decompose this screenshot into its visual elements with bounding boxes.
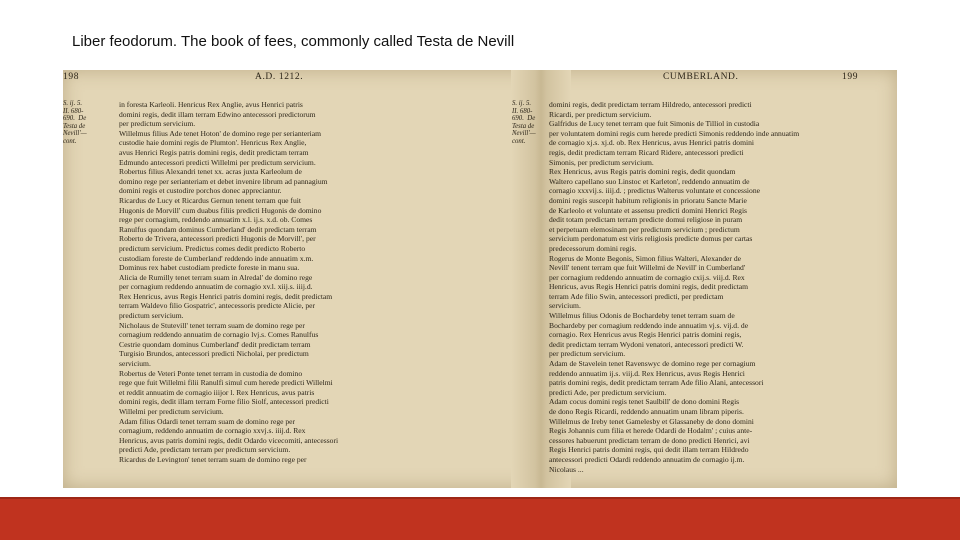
text-line: et perpetuam elemosinam per predictum servicium ; predictum [549,224,740,234]
text-line: rege que fuit Willelmi filii Ranulfi simul cum herede predicti Willelmi [119,378,333,388]
text-line: Ricardus de Lucy et Ricardus Gernun tenent terram que fuit [119,195,301,205]
text-line: Adam cocus domini regis tenet Saulbill' de dono domini Regis [549,397,740,407]
slide-title: Liber feodorum. The book of fees, commonly called Testa de Nevill [72,33,515,50]
text-line: predicti Ade, predictam terram per predictum servicium. [119,445,291,455]
text-line: Nevill' tenent terram que fuit Willelmi de Nevill' in Cumberland' [549,263,746,273]
text-line: Regis Johannis cum filia et herede Odardi de Hodalm' ; cuius ante- [549,426,753,436]
text-line: per predictum servicium. [549,349,626,359]
text-line: terram Ade filio Swin, antecessori predicti, per predictam [549,291,724,301]
right-margin-note: S. ij. 5. II. 680- 690. De Testa de Nevill'— cont. [512,100,536,145]
text-line: reddendo annuatim ij.s. viij.d. Rex Henricus, avus Regis Henrici [549,368,745,378]
text-line: Simonis, per predictum servicium. [549,157,654,167]
text-line: Rex Henricus, avus Regis patris domini regis, dedit quondam [549,167,736,177]
left-page [63,70,503,488]
text-line: cornagio xxxvij.s. iiij.d. ; predictus Walterus voluntate et concessione [549,186,760,196]
text-line: Nicolaus ... [549,464,584,474]
text-line: Nicholaus de Stutevill' tenet terram suam de domino rege per [119,320,305,330]
text-line: domino rege per serianteriam et debet invenire librum ad pannagium [119,176,328,186]
text-line: de dono Regis Ricardi, reddendo annuatim unam libram piperis. [549,407,744,416]
text-line: Ricardi, per predictum servicium. [549,109,652,119]
text-line: cessores habuerunt predictam terram de dono predicti Henrici, avi [549,435,750,445]
text-line: domini regis, dedit illam terram Edwino antecessori predictorum [119,109,316,119]
book-scan-image [63,70,897,488]
text-line: domini regis, dedit illam terram Forne filio Siolf, antecessori predicti [119,397,329,407]
text-line: Roberto de Trivera, antecessori predicti Hugonis de Morvill', per [119,234,316,244]
text-line: in foresta Karleoli. Henricus Rex Anglie, avus Henrici patris [119,100,303,109]
text-line: predictum servicium. [119,311,184,321]
right-page [509,70,897,488]
text-line: Willelmi per predictum servicium. [119,407,224,416]
text-line: cornagium, reddendo annuatim de cornagio xxvj.s. iiij.d. Rex [119,426,306,436]
text-line: patris domini regis, dedit predictam terram Ade filio Alani, antecessori [549,378,764,388]
text-line: predicti Ade, per predictum servicium. [549,387,667,397]
text-line: antecessori predicti Odardi reddendo annuatim de cornagio ij.m. [549,454,745,464]
text-line: Adam de Stavelein tenet Ravenswyc de domino rege per cornagium [549,359,756,369]
right-page-body [549,100,894,474]
text-line: Waltero capellano suo Linstoc et Karleton', reddendo annuatim de [549,176,750,186]
text-line: Robertus filius Alexandri tenet xx. acras juxta Karleolum de [119,167,302,177]
text-line: Bochardeby per cornagium reddendo inde annuatim vj.s. vij.d. de [549,320,749,330]
text-line: servicium perdonatum est viris religiosis predicte domus per cartas [549,234,753,244]
text-line: de cornagio xj.s. xj.d. ob. Rex Henricus, avus Henrici patris domini [549,138,754,148]
text-line: dedit predictam terram Wydoni venatori, antecessori predicti W. [549,339,744,349]
left-page-body [119,100,499,465]
text-line: rege per cornagium, reddendo annuatim x.l. ij.s. x.d. ob. Comes [119,215,313,225]
text-line: Galfridus de Lucy tenet terram que fuit Simonis de Tilliol in custodia [549,119,760,129]
text-line: Turgisio Brundos, antecessori predicti Nicholai, per predictum [119,349,309,359]
text-line: Adam filius Odardi tenet terram suam de domino rege per [119,416,296,426]
text-line: custodiam foreste de Cumberland' reddendo inde annuatim x.m. [119,253,314,263]
footer-divider [0,497,960,499]
right-page-number: 199 [842,72,859,82]
text-line: Robertus de Veteri Ponte tenet terram in custodia de domino [119,368,303,378]
text-line: Dominus rex habet custodiam predicte foreste in manu sua. [119,263,300,273]
text-line: Cestrie quondam dominus Cumberland' dedit predictam terram [119,339,311,349]
left-page-number: 198 [63,72,80,82]
text-line: per cornagium reddendo annuatim de cornagio cxij.s. viij.d. Rex [549,272,745,282]
text-line: Willelmus de Ireby tenet Gamelesby et Glassaneby de dono domini [549,416,754,426]
text-line: Willelmus filius Ade tenet Hoton' de domino rege per serianteriam [119,128,322,138]
text-line: domini regis, dedit predictam terram Hildredo, antecessori predicti [549,100,752,109]
text-line: Ranulfus quondam dominus Cumberland' dedit predictam terram [119,224,317,234]
text-line: terram Waldevo filio Gospatric', antecessoris predicte Alicie, per [119,301,316,311]
text-line: de Karleolo et voluntate et assensu predicti domini Henrici Regis [549,205,748,215]
text-line: per predictum servicium. [119,119,196,129]
left-running-head: A.D. 1212. [255,72,304,82]
left-margin-note: S. ij. 5. II. 680- 690. De Testa de Nevill'— cont. [63,100,87,145]
text-line: per voluntatem domini regis cum herede predicti Simonis reddendo inde annuatim [549,128,800,138]
text-line: Regis Henrici patris domini regis, qui dedit illam terram Hildredo [549,445,749,455]
text-line: servicium. [119,359,151,369]
text-line: avus Henrici Regis patris domini regis, dedit predictam terram [119,147,309,157]
text-line: custodie haie domini regis de Plumton'. Henricus Rex Anglie, [119,138,307,148]
text-line: per cornagium reddendo annuatim de cornagio xv.l. xiij.s. iiij.d. [119,282,313,292]
right-running-head: CUMBERLAND. [663,72,739,82]
text-line: Willelmus filius Odonis de Bochardeby tenet terram suam de [549,311,735,321]
text-line: et reddit annuatim de cornagio iiijor l. Rex Henricus, avus patris [119,387,315,397]
text-line: domini regis suscepit habitum religionis in prioratu Sancte Marie [549,195,747,205]
text-line: Hugonis de Morvill' cum duabus filiis predicti Hugonis de domino [119,205,322,215]
text-line: cornagio. Rex Henricus avus Regis Henrici patris domini regis, [549,330,742,340]
text-line: Rex Henricus, avus Regis Henrici patris domini regis, dedit predictam [119,291,333,301]
text-line: Ricardus de Levington' tenet terram suam de domino rege per [119,454,307,464]
text-line: Henricus, avus patris domini regis, dedit Odardo vicecomiti, antecessori [119,435,339,445]
text-line: regis, dedit predictam terram Ricard Ridere, antecessori predicti [549,147,744,157]
text-line: Henricus, avus Regis Henrici patris domini regis, dedit predictam [549,282,749,292]
text-line: predictum servicium. Predictus comes dedit predicto Roberto [119,243,306,253]
text-line: cornagium reddendo annuatim de cornagio lvj.s. Comes Ranulfus [119,330,319,340]
text-line: predecessorum domini regis. [549,243,637,253]
footer-bar [0,497,960,540]
text-line: Rogerus de Monte Begonis, Simon filius Walteri, Alexander de [549,253,742,263]
text-line: servicium. [549,301,581,311]
text-line: Alicia de Rumilly tenet terram suam in Alredal' de domino rege [119,272,313,282]
text-line: domini regis et custodire porchos donec appreciantur. [119,186,282,196]
text-line: dedit totam predictam terram predicte domui religiose in puram [549,215,743,225]
text-line: Edmundo antecessori predicti Willelmi per predictum servicium. [119,157,316,167]
